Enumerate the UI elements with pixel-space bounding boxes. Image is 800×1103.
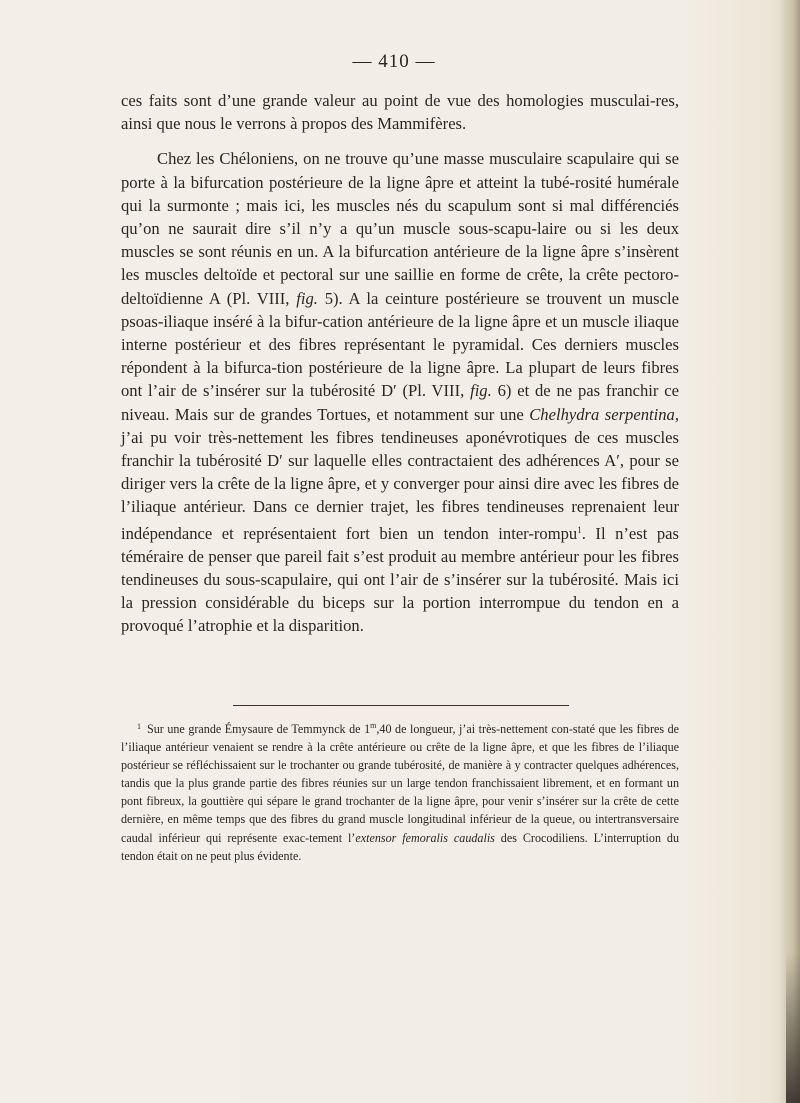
superscript: 1 [577,524,582,535]
footnote-separator [233,705,569,706]
text-run: 6) et de ne pas franchir ce niveau. Mais sur de grandes Tortues, et notamment sur une [121,381,679,424]
text-run: , j’ai pu voir très-nettement les fibres tendineuses aponévrotiques de ces muscles franchir la tubérosité D′ sur laquelle elles contractaient des adhérences A′, pour se diriger vers la crête de la ligne âpre, et y converger pour ainsi dire avec les fibres de l’iliaque antérieur. Dans ce dernier trajet, les fibres tendineuses reprenaient leur indépendance et représentaient fort bien un tendon inter-rompu [121,404,679,543]
paragraph-2 [121,147,679,637]
text-run: 5). A la ceinture postérieure se trouvent un muscle psoas-iliaque inséré à la bifur-cation antérieure de la ligne âpre et un muscle iliaque interne postérieur et des fibres représentant le pyramidal. Ces derniers muscles répondent à la bifurca-tion postérieure de la ligne âpre. La plupart de leurs fibres ont l’air de s’insérer sur la tubérosité D′ (Pl. VIII, [121,288,679,401]
paragraph-1 [121,89,679,135]
italic-text: extensor femoralis caudalis [355,830,495,845]
text-run: Chez les Chéloniens, on ne trouve qu’une masse musculaire scapulaire qui se porte à la bifurcation postérieure de la ligne âpre et atteint la tubé-rosité humérale qui la surmonte ; mais ici, les muscles nés du scapulum sont si mal différenciés qu’on ne saurait dire s’il n’y a qu’un muscle sous-scapu-laire ou si les deux muscles se sont réunis en un. A la bifurcation antérieure de la ligne âpre s’insèrent les muscles deltoïde et pectoral sur une saillie en forme de crête, la crête pectoro-deltoïdienne A (Pl. VIII, [121,149,679,308]
footnote-body [121,722,679,863]
page-edge-shadow [778,0,800,1103]
text-run: . Il n’est pas téméraire de penser que pareil fait s’est produit au membre antérieur pour les fibres tendineuses du sous-scapulaire, qui ont l’air de s’insérer sur la tubérosité. Mais ici la pression considérable du biceps sur la portion interrompue du tendon en a provoqué l’atrophie et la disparition. [121,523,680,636]
text-run: ,40 de longueur, j’ai très-nettement con-staté que les fibres de l’iliaque antérieur venaient se rendre à la crête antérieure ou crête de la ligne âpre, et que les fibres de l’iliaque postérieur se réfléchissaient sur le trochanter ou grande tubérosité, de manière à y contracter quelques adhérences, tandis que la plus grande partie des fibres réunies sur un large tendon franchissaient librement, et en formant un pont fibreux, la gouttière qui sépare le grand trochanter de la ligne âpre, pour venir s’insérer sur la crête de cette dernière, en même temps que des fibres du grand muscle longitudinal inférieur de la queue, ou intertransversaire caudal inférieur qui représente exac-tement l’ [121,722,680,845]
text-run: Sur une grande Émysaure de Temmynck de 1 [147,722,371,736]
italic-text: fig. [296,288,318,308]
italic-text: fig. [470,381,492,401]
text-run: ces faits sont d’une grande valeur au point de vue des homologies musculai-res, ainsi que nous le verrons à propos des Mammifères. [121,91,679,134]
page-corner-shadow [786,953,800,1103]
italic-text: Chelhydra serpentina [529,404,675,424]
footnote-text [121,717,679,865]
footnote [121,717,679,865]
footnote-marker: 1 [137,722,141,731]
text-run: des Crocodiliens. L’interruption du tendon était on ne peut plus évidente. [121,830,680,863]
body-text [121,89,679,638]
page-number: — 410 — [352,51,436,72]
superscript: m [370,721,377,730]
